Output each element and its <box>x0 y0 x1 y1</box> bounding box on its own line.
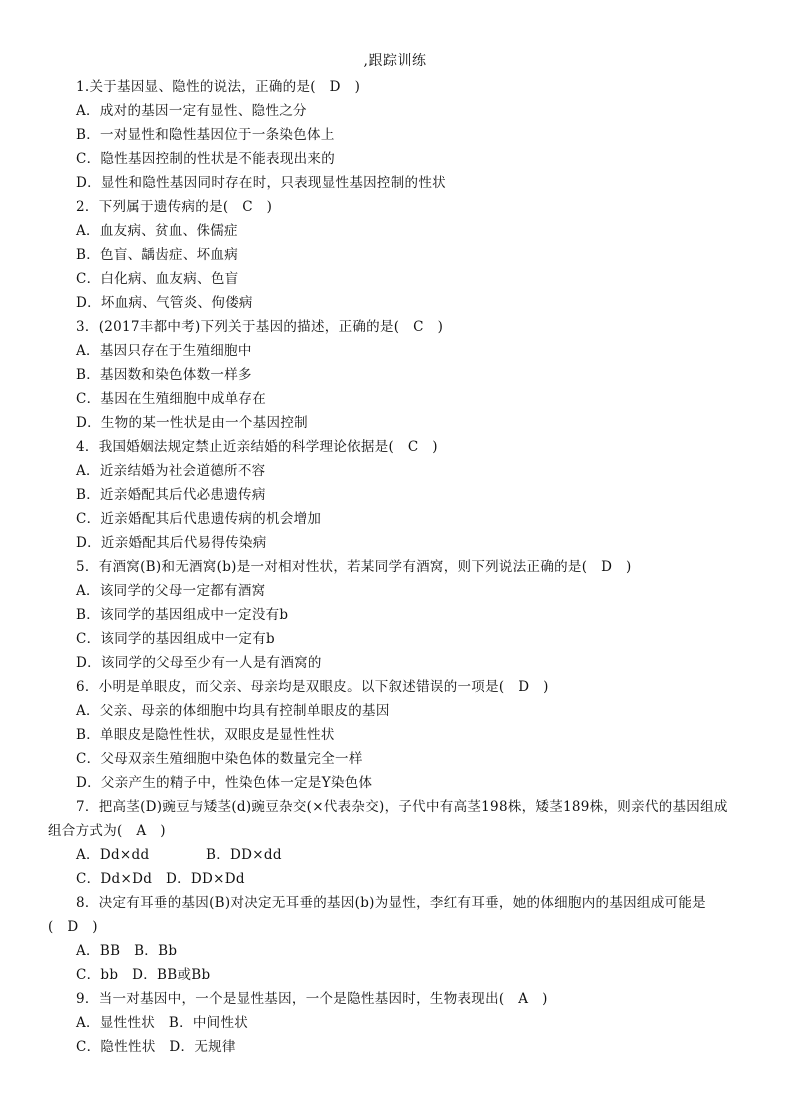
q6-option-b: B．单眼皮是隐性性状，双眼皮是显性性状 <box>76 727 335 743</box>
question-4: 4．我国婚姻法规定禁止近亲结婚的科学理论依据是( C ) <box>76 439 438 455</box>
q5-option-b: B．该同学的基因组成中一定没有b <box>76 607 289 623</box>
q7-option-a: A．Dd×dd <box>76 847 150 863</box>
question-7-continued: 组合方式为( A ) <box>48 823 166 839</box>
question-9: 9．当一对基因中，一个是显性基因，一个是隐性基因时，生物表现出( A ) <box>76 991 548 1007</box>
question-1: 1.关于基因显、隐性的说法，正确的是( D ) <box>76 79 361 95</box>
q3-option-d: D．生物的某一性状是由一个基因控制 <box>76 415 308 431</box>
q1-option-a: A．成对的基因一定有显性、隐性之分 <box>76 103 307 119</box>
q4-option-b: B．近亲婚配其后代必患遗传病 <box>76 487 266 503</box>
question-8: 8．决定有耳垂的基因(B)对决定无耳垂的基因(b)为显性，李红有耳垂，她的体细胞内的基因组成可能是 <box>76 895 706 911</box>
q2-option-a: A．血友病、贫血、侏儒症 <box>76 223 238 239</box>
q4-option-c: C．近亲婚配其后代患遗传病的机会增加 <box>76 511 322 527</box>
q3-option-b: B．基因数和染色体数一样多 <box>76 367 252 383</box>
question-8-continued: ( D ) <box>48 919 98 935</box>
q4-option-a: A．近亲结婚为社会道德所不容 <box>76 463 266 479</box>
q1-option-d: D．显性和隐性基因同时存在时，只表现显性基因控制的性状 <box>76 175 446 191</box>
question-7: 7．把高茎(D)豌豆与矮茎(d)豌豆杂交(×代表杂交)，子代中有高茎198株，矮茎189株，则亲代的基因组成 <box>76 799 728 815</box>
question-6: 6．小明是单眼皮，而父亲、母亲均是双眼皮。以下叙述错误的一项是( D ) <box>76 679 549 695</box>
q4-option-d: D．近亲婚配其后代易得传染病 <box>76 535 267 551</box>
q9-options-cd: C．隐性性状 D．无规律 <box>76 1039 236 1055</box>
q6-option-c: C．父母双亲生殖细胞中染色体的数量完全一样 <box>76 751 363 767</box>
q6-option-a: A．父亲、母亲的体细胞中均具有控制单眼皮的基因 <box>76 703 390 719</box>
q8-options-cd: C．bb D．BB或Bb <box>76 967 211 983</box>
q7-options-cd: C．Dd×Dd D．DD×Dd <box>76 871 245 887</box>
q9-options-ab: A．显性性状 B．中间性状 <box>76 1015 249 1031</box>
question-2: 2．下列属于遗传病的是( C ) <box>76 199 273 215</box>
q6-option-d: D．父亲产生的精子中，性染色体一定是Y染色体 <box>76 775 373 791</box>
q7-option-b: B．DD×dd <box>206 847 282 863</box>
question-3: 3．(2017丰都中考)下列关于基因的描述，正确的是( C ) <box>76 319 444 335</box>
q5-option-a: A．该同学的父母一定都有酒窝 <box>76 583 266 599</box>
section-title: ,跟踪训练 <box>363 53 427 69</box>
q3-option-a: A．基因只存在于生殖细胞中 <box>76 343 252 359</box>
q2-option-d: D．坏血病、气管炎、佝偻病 <box>76 295 253 311</box>
q3-option-c: C．基因在生殖细胞中成单存在 <box>76 391 267 407</box>
q1-option-b: B．一对显性和隐性基因位于一条染色体上 <box>76 127 335 143</box>
q5-option-d: D．该同学的父母至少有一人是有酒窝的 <box>76 655 322 671</box>
q1-option-c: C．隐性基因控制的性状是不能表现出来的 <box>76 151 336 167</box>
q2-option-b: B．色盲、龋齿症、坏血病 <box>76 247 239 263</box>
q2-option-c: C．白化病、血友病、色盲 <box>76 271 239 287</box>
question-5: 5．有酒窝(B)和无酒窝(b)是一对相对性状，若某同学有酒窝，则下列说法正确的是( D ) <box>76 559 632 575</box>
q8-options-ab: A．BB B．Bb <box>76 943 178 959</box>
q5-option-c: C．该同学的基因组成中一定有b <box>76 631 275 647</box>
